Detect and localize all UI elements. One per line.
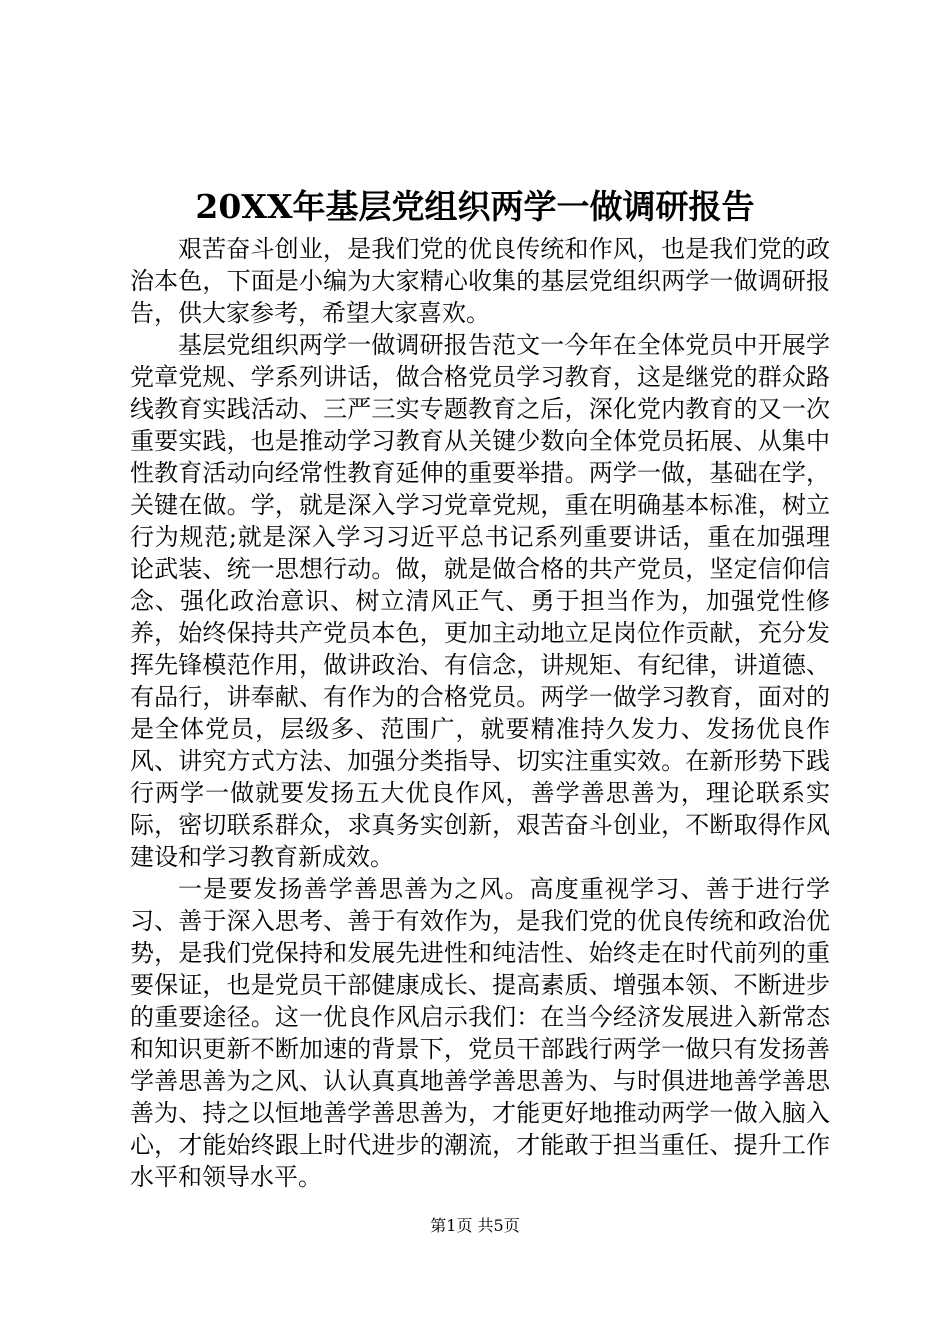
paragraph-intro: 艰苦奋斗创业，是我们党的优良传统和作风，也是我们党的政治本色，下面是小编为大家精心收集的基层党组织两学一做调研报告，供大家参考，希望大家喜欢。 bbox=[130, 235, 830, 327]
document-body bbox=[130, 233, 830, 1193]
page-indicator: 第1页 共5页 bbox=[430, 1216, 520, 1235]
paragraph-report-sample: 基层党组织两学一做调研报告范文一今年在全体党员中开展学党章党规、学系列讲话，做合格党员学习教育，这是继党的群众路线教育实践活动、三严三实专题教育之后，深化党内教育的又一次重要实践，也是推动学习教育从关键少数向全体党员拓展、从集中性教育活动向经常性教育延伸的重要举措。两学一做，基础在学，关键在做。学，就是深入学习党章党规，重在明确基本标准，树立行为规范;就是深入学习习近平总书记系列重要讲话，重在加强理论武装、统一思想行动。做，就是做合格的共产党员，坚定信仰信念、强化政治意识、树立清风正气、勇于担当作为，加强党性修养，始终保持共产党员本色，更加主动地立足岗位作贡献，充分发挥先锋模范作用，做讲政治、有信念，讲规矩、有纪律，讲道德、有品行，讲奉献、有作为的合格党员。两学一做学习教育，面对的是全体党员，层级多、范围广，就要精准持久发力、发扬优良作风、讲究方式方法、加强分类指导、切实注重实效。在新形势下践行两学一做就要发扬五大优良作风，善学善思善为，理论联系实际，密切联系群众，求真务实创新，艰苦奋斗创业，不断取得作风建设和学习教育新成效。 bbox=[130, 331, 830, 871]
paragraph-point-one: 一是要发扬善学善思善为之风。高度重视学习、善于进行学习、善于深入思考、善于有效作为，是我们党的优良传统和政治优势，是我们党保持和发展先进性和纯洁性、始终走在时代前列的重要保证，也是党员干部健康成长、提高素质、增强本领、不断进步的重要途径。这一优良作风启示我们：在当今经济发展进入新常态和知识更新不断加速的背景下，党员干部践行两学一做只有发扬善学善思善为之风、认认真真地善学善思善为、与时俱进地善学善思善为、持之以恒地善学善思善为，才能更好地推动两学一做入脑入心，才能始终跟上时代进步的潮流，才能敢于担当重任、提升工作水平和领导水平。 bbox=[130, 875, 830, 1191]
document-title: 20XX年基层党组织两学一做调研报告 bbox=[195, 187, 755, 226]
